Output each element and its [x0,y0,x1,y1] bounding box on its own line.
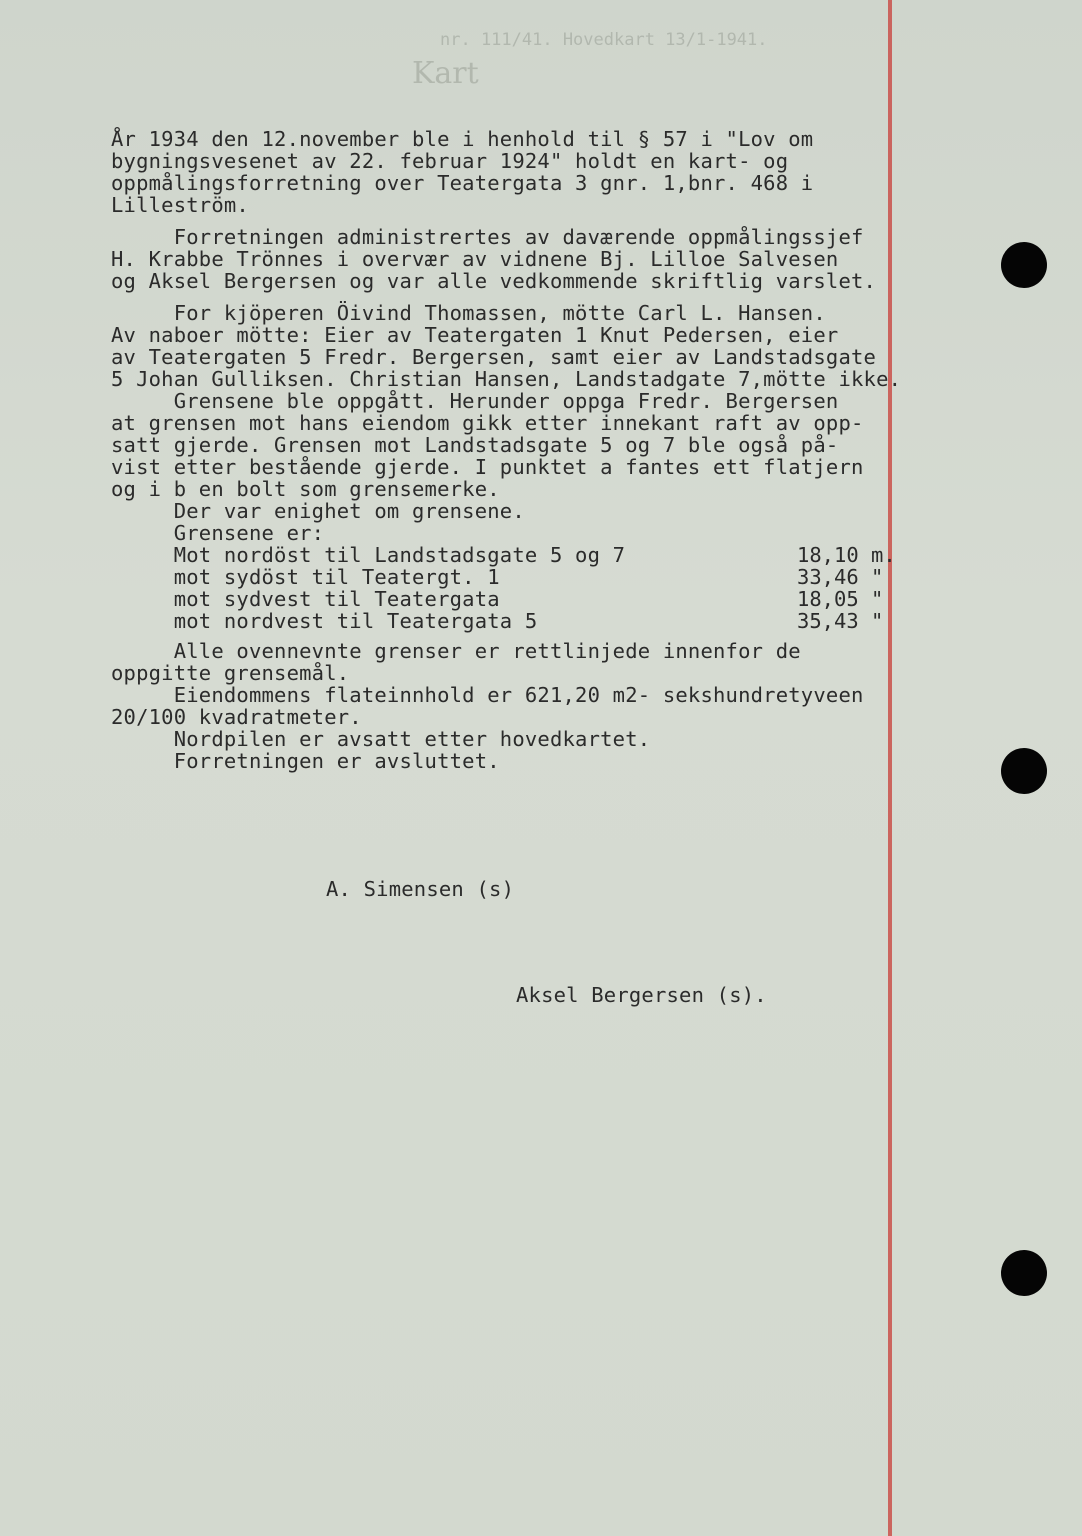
text-line: Lilleström. [111,193,249,217]
text-line: bygningsvesenet av 22. februar 1924" holdt en kart- og [111,149,789,173]
ghost-header-text: nr. 111/41. Hovedkart 13/1-1941. [440,30,768,50]
text-line: Forretningen administrertes av daværende oppmålingssjef [111,225,864,249]
boundary-label: mot nordvest til Teatergata 5 [111,609,538,633]
text-line: oppgitte grensemål. [111,661,350,685]
boundary-label: Mot nordöst til Landstadsgate 5 og 7 [111,543,626,567]
text-line: Grensene ble oppgått. Herunder oppga Fredr. Bergersen [111,389,839,413]
text-line: Forretningen er avsluttet. [111,749,500,773]
text-line: Av naboer mötte: Eier av Teatergaten 1 Knut Pedersen, eier [111,323,839,347]
text-line: satt gjerde. Grensen mot Landstadsgate 5 og 7 ble også på- [111,433,839,457]
text-line: oppmålingsforretning over Teatergata 3 gnr. 1,bnr. 468 i [111,171,814,195]
punch-hole-middle [1001,748,1047,794]
text-line: og i b en bolt som grensemerke. [111,477,500,501]
text-line: av Teatergaten 5 Fredr. Bergersen, samt eier av Landstadsgate [111,345,877,369]
signature-bergersen: Aksel Bergersen (s). [516,983,767,1007]
ghost-kart-text: Kart [412,56,479,91]
boundary-amount: 35,43 " [797,609,884,633]
boundary-label: mot sydvest til Teatergata [111,587,500,611]
boundary-amount: 18,10 m. [797,543,896,567]
boundary-amount: 18,05 " [797,587,884,611]
signature-simensen: A. Simensen (s) [326,877,515,901]
text-line: 20/100 kvadratmeter. [111,705,362,729]
red-margin-line [888,0,892,1536]
text-line: Alle ovennevnte grenser er rettlinjede innenfor de [111,639,801,663]
punch-hole-bottom [1001,1250,1047,1296]
text-line: H. Krabbe Trönnes i overvær av vidnene Bj. Lilloe Salvesen [111,247,839,271]
text-line: Eiendommens flateinnhold er 621,20 m2- sekshundretyveen [111,683,864,707]
text-line: 5 Johan Gulliksen. Christian Hansen, Landstadgate 7,mötte ikke. [111,367,902,391]
boundary-label: mot sydöst til Teatergt. 1 [111,565,500,589]
boundary-amount: 33,46 " [797,565,884,589]
text-line: og Aksel Bergersen og var alle vedkommende skriftlig varslet. [111,269,877,293]
punch-hole-top [1001,242,1047,288]
text-line: vist etter bestående gjerde. I punktet a fantes ett flatjern [111,455,864,479]
text-line: at grensen mot hans eiendom gikk etter innekant raft av opp- [111,411,864,435]
text-line: Grensene er: [111,521,325,545]
text-line: For kjöperen Öivind Thomassen, mötte Carl L. Hansen. [111,301,826,325]
text-line: Der var enighet om grensene. [111,499,525,523]
text-line: Nordpilen er avsatt etter hovedkartet. [111,727,651,751]
text-line: År 1934 den 12.november ble i henhold til § 57 i "Lov om [111,127,814,151]
